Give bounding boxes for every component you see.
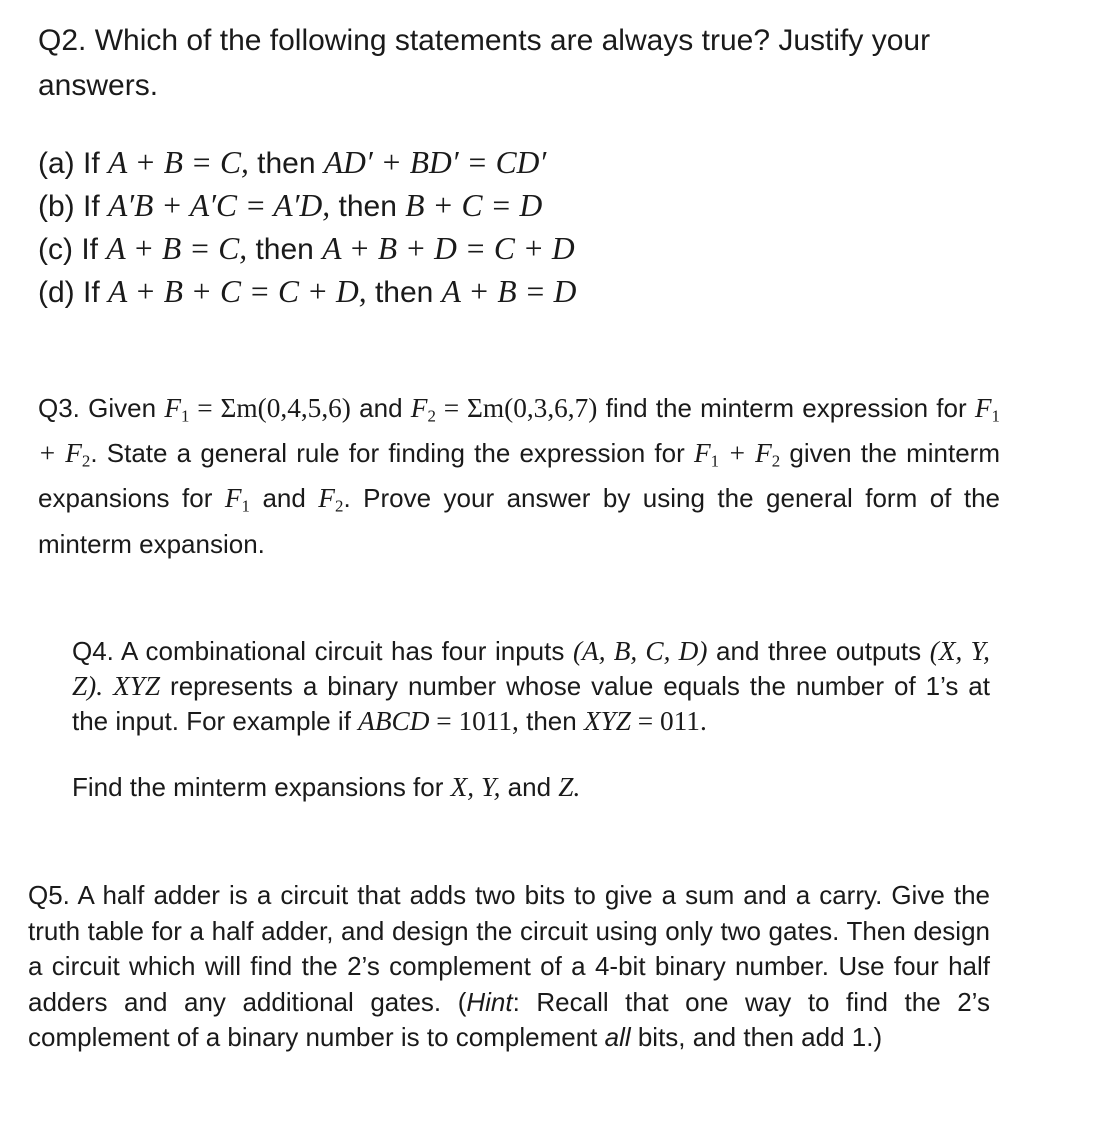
- statement-a-then: then: [248, 147, 324, 180]
- q3-sum-2: $F_1 + F_2$: [693, 438, 781, 471]
- question-2-statements: [38, 142, 576, 314]
- q3-text-5: given the minterm expansions for: [38, 438, 1000, 514]
- question-3: [38, 390, 1000, 562]
- statement-b-then: then: [330, 190, 406, 223]
- q3-text-7: . Prove your answer by using the general form of the minterm expansion.: [38, 483, 1001, 559]
- q4-inputs: (A, B, C, D): [572, 636, 708, 666]
- q4-xyz: XYZ: [113, 671, 161, 701]
- statement-d-conclusion: A + B = D: [441, 274, 577, 309]
- q5-text-2: : Recall that one way to find the 2’s complement of a binary number is to complement: [28, 986, 990, 1052]
- statement-c-label: (c) If: [38, 233, 107, 266]
- statement-a: [38, 142, 576, 185]
- question-4: [72, 634, 990, 739]
- q4-example-input: ABCD = 1011,: [358, 706, 519, 736]
- statement-a-conclusion: AD′ + BD′ = CD′: [323, 145, 547, 180]
- q3-text-6: and: [249, 483, 319, 514]
- q4-outputs: (X, Y, Z).: [72, 636, 991, 701]
- q4-text-3: represents a binary number whose value equals the number of 1’s at the input. For example if: [72, 671, 990, 736]
- q4-text-2: and three outputs: [707, 636, 930, 666]
- question-2-text: Q2. Which of the following statements are always true? Justify your answers.: [38, 24, 931, 102]
- statement-d-then: then: [366, 276, 442, 309]
- q5-text-3: bits, and then add 1.): [630, 1022, 883, 1052]
- statement-b-premise: A′B + A′C = A′D,: [108, 188, 331, 223]
- statement-c-conclusion: A + B + D = C + D: [322, 231, 575, 266]
- statement-d: [38, 271, 576, 314]
- q3-f2-ref: $F_2$: [318, 483, 344, 517]
- q4-task-text-2: and: [500, 772, 559, 802]
- q4-task-xy: X, Y,: [450, 772, 501, 802]
- q4-example-output: XYZ = 011.: [583, 706, 707, 736]
- q3-f1-ref: $F_1$: [224, 483, 250, 517]
- statement-b-label: (b) If: [38, 190, 109, 223]
- q4-task-text-1: Find the minterm expansions for: [72, 772, 451, 802]
- q4-task-z: Z.: [558, 772, 581, 802]
- statement-a-premise: A + B = C,: [108, 145, 249, 180]
- q4-text-4: then: [518, 706, 584, 736]
- statement-d-premise: A + B + C = C + D,: [108, 274, 367, 309]
- statement-a-label: (a) If: [38, 147, 109, 180]
- q3-text-2: and: [350, 393, 411, 423]
- statement-c-premise: A + B = C,: [106, 231, 248, 266]
- q5-all-emphasis: all: [604, 1022, 631, 1052]
- statement-c-then: then: [247, 233, 323, 266]
- q5-text-1: Q5. A half adder is a circuit that adds two bits to give a sum and a carry. Give the truth table for a half adder, and design the circuit using only two gates. Then design a circuit which will find the 2’s complement of a 4-bit binary number. Use four half adders and any additional gates. (: [28, 880, 990, 1017]
- question-2-heading: [38, 18, 1058, 108]
- q4-text-1: Q4. A combinational circuit has four inputs: [72, 636, 573, 666]
- statement-d-label: (d) If: [38, 276, 109, 309]
- statement-b: [38, 185, 576, 228]
- q3-f1: $F_1 = \Sigma m(0,4,5,6)$: [164, 393, 351, 426]
- statement-c: [38, 228, 576, 271]
- q5-hint-label: Hint: [466, 986, 513, 1017]
- q3-sum-1: $F_1 + F_2$: [38, 393, 1000, 471]
- q3-text-4: . State a general rule for finding the expression for: [90, 438, 694, 469]
- question-5: [28, 878, 990, 1056]
- question-4-task: [72, 770, 580, 805]
- q3-f2: $F_2 = \Sigma m(0,3,6,7)$: [410, 393, 598, 426]
- q3-text-3: find the minterm expression for: [597, 393, 975, 423]
- statement-b-conclusion: B + C = D: [405, 188, 543, 223]
- q3-text-1: Q3. Given: [38, 393, 165, 423]
